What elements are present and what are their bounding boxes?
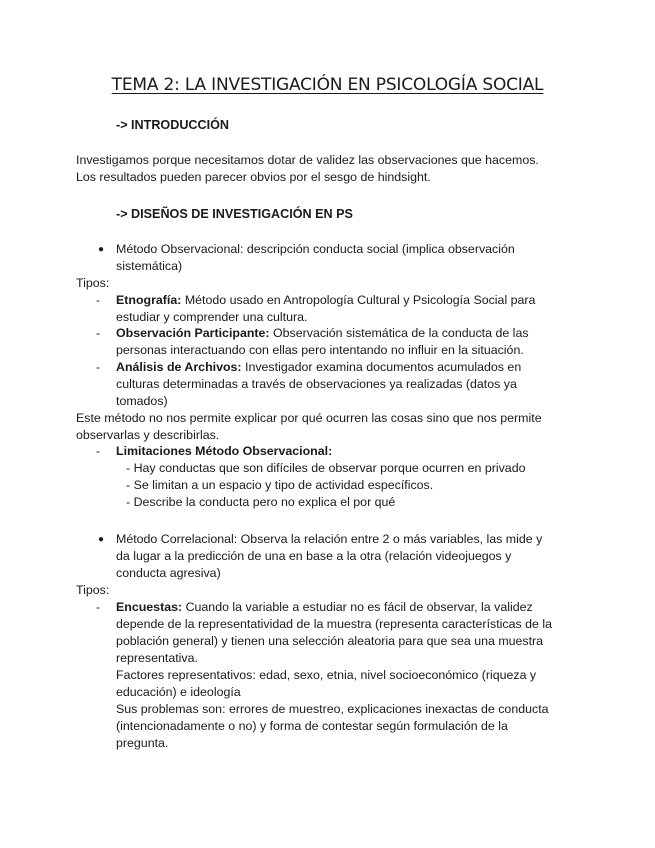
term: Limitaciones Método Observacional: xyxy=(116,444,333,458)
correlational-line-2: da lugar a la predicción de una en base a la otra (relación videojuegos y xyxy=(116,549,512,563)
intro-line-1: Investigamos porque necesitamos dotar de validez las observaciones que hacemos. xyxy=(76,153,539,167)
intro-line-2: Los resultados pueden parecer obvios por el sesgo de hindsight. xyxy=(76,170,431,184)
item-text: Observación sistemática de la conducta de las xyxy=(269,326,529,340)
list-item-analisis-archivos-cont2: tomados) xyxy=(116,394,168,408)
list-item-analisis-archivos xyxy=(116,359,576,376)
limit-item-1: - Hay conductas que son difíciles de observar porque ocurren en privado xyxy=(126,461,526,475)
term: Análisis de Archivos: xyxy=(116,360,242,374)
encuestas-line: educación) e ideología xyxy=(116,685,241,699)
method-note-line-2: observarlas y describirlas. xyxy=(76,428,220,442)
encuestas-line: representativa. xyxy=(116,651,198,665)
observational-line-1: Método Observacional: descripción conducta social (implica observación xyxy=(116,242,515,256)
list-item-encuestas xyxy=(116,599,576,616)
observational-line-2: sistemática) xyxy=(116,259,183,273)
encuestas-line: Sus problemas son: errores de muestreo, explicaciones inexactas de conducta xyxy=(116,702,549,716)
encuestas-line: (intencionadamente o no) y forma de contestar según formulación de la xyxy=(116,719,508,733)
tipos-label: Tipos: xyxy=(76,583,110,597)
limits-heading xyxy=(116,443,576,460)
item-text: Cuando la variable a estudiar no es fácil de observar, la validez xyxy=(182,600,533,614)
encuestas-line: Factores representativos: edad, sexo, etnia, nivel socioeconómico (riqueza y xyxy=(116,668,537,682)
dash-icon: - xyxy=(96,326,101,340)
bullet-icon: ● xyxy=(98,534,105,545)
term: Etnografía: xyxy=(116,293,182,307)
list-item-etnografia-cont: estudiar y comprender una cultura. xyxy=(116,310,308,324)
list-item-observacion-participante xyxy=(116,325,576,342)
dash-icon: - xyxy=(96,444,101,458)
correlational-line-3: conducta agresiva) xyxy=(116,566,221,580)
term: Encuestas: xyxy=(116,600,183,614)
method-note-line-1: Este método no nos permite explicar por qué ocurren las cosas sino que nos permite xyxy=(76,411,542,425)
dash-icon: - xyxy=(96,293,101,307)
list-item-analisis-archivos-cont: culturas determinadas a través de observaciones ya realizadas (datos ya xyxy=(116,377,517,391)
bullet-icon: ● xyxy=(98,244,105,255)
limit-item-3: - Describe la conducta pero no explica el por qué xyxy=(126,495,396,509)
limit-item-2: - Se limitan a un espacio y tipo de actividad específicos. xyxy=(126,478,434,492)
encuestas-line: pregunta. xyxy=(116,736,169,750)
list-item-observacion-participante-cont: personas interactuando con ellas pero intentando no influir en la situación. xyxy=(116,343,524,357)
dash-icon: - xyxy=(96,360,101,374)
term: Observación Participante: xyxy=(116,326,270,340)
encuestas-line: depende de la representatividad de la muestra (representa características de la xyxy=(116,617,552,631)
dash-icon: - xyxy=(96,600,101,614)
list-item-etnografia xyxy=(116,292,576,309)
tipos-label: Tipos: xyxy=(76,276,110,290)
designs-heading: -> DISEÑOS DE INVESTIGACIÓN EN PS xyxy=(116,207,353,221)
intro-heading: -> INTRODUCCIÓN xyxy=(116,118,229,132)
document-title: TEMA 2: LA INVESTIGACIÓN EN PSICOLOGÍA SOCIAL xyxy=(111,75,544,95)
encuestas-line: población general) y tienen una selección aleatoria para que sea una muestra xyxy=(116,634,544,648)
item-text: Investigador examina documentos acumulados en xyxy=(241,360,522,374)
item-text: Método usado en Antropología Cultural y Psicología Social para xyxy=(181,293,536,307)
correlational-line-1: Método Correlacional: Observa la relación entre 2 o más variables, las mide y xyxy=(116,532,543,546)
